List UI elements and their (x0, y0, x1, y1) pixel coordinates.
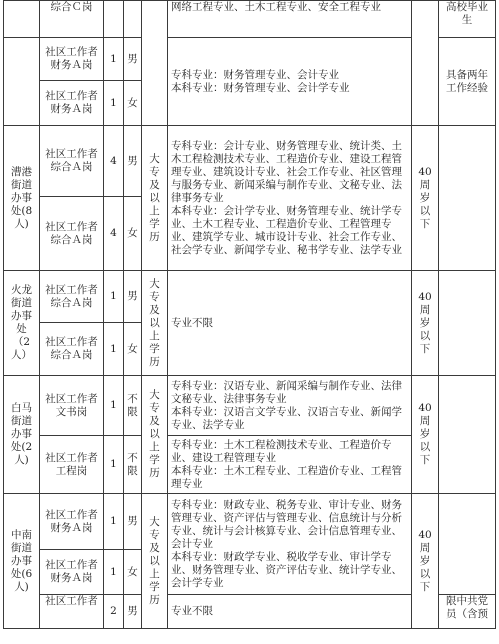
major-line: 本科专业：汉语言文学专业、汉语言专业、新闻学专业、法学专业 (171, 405, 402, 431)
major-line: 专业不限 (171, 605, 213, 617)
major-line: 专科专业：财政专业、税务专业、审计专业、财务管理专业、资产评估与管理专业、信息统计与分析专业、统计与会计核算专业、会计信息管理专业、会计专业 (171, 498, 402, 550)
table-row (4, 1, 496, 38)
major-cell (168, 595, 412, 629)
count-cell: 1 (104, 81, 124, 126)
street-cell: 漕港街道办事处(8人) (4, 126, 40, 271)
count-cell (104, 1, 124, 38)
street-cell: 白马街道办事处(2人) (4, 376, 40, 494)
gender-cell: 女 (124, 323, 142, 376)
post-cell: 社区工作者综合Ａ岗 (40, 323, 104, 376)
major-line: 专业不限 (171, 316, 213, 329)
education-cell (142, 1, 168, 126)
recruitment-table (3, 0, 496, 629)
count-cell: 2 (104, 595, 124, 629)
major-line: 本科专业：会计学专业、财务管理专业、统计学专业、土木工程专业、工程造价专业、工程管理专业、建筑学专业、城市设计专业、社会工作专业、社会学专业、新闻学专业、秘书学专业、法学专业 (171, 204, 402, 256)
post-cell: 社区工作者综合Ａ岗 (40, 271, 104, 323)
age-cell: 40周岁以下 (412, 376, 439, 494)
major-line: 网络工程专业、土木工程专业、安全工程专业 (171, 1, 381, 13)
gender-cell: 男 (124, 494, 142, 550)
gender-cell: 男 (124, 271, 142, 323)
major-line: 专科专业：财务管理专业、会计专业 (171, 68, 339, 81)
gender-cell: 不限 (124, 376, 142, 436)
age-cell: 40周岁以下 (412, 271, 439, 376)
other-cell: 限中共党员（含预 (439, 595, 496, 629)
gender-cell: 女 (124, 81, 142, 126)
education-cell: 大专及以上学历 (142, 271, 168, 376)
count-cell: 1 (104, 436, 124, 494)
count-cell: 1 (104, 271, 124, 323)
table-row (4, 126, 496, 197)
table-row (4, 494, 496, 550)
major-line: 本科专业：财政学专业、税收学专业、审计学专业、财务管理专业、资产评估专业、统计学专业、会计学专业 (171, 550, 402, 589)
post-cell: 社区工作者财务Ａ岗 (40, 550, 104, 595)
gender-cell: 女 (124, 197, 142, 271)
street-cell (4, 38, 40, 126)
major-line: 本科专业：财务管理专业、会计学专业 (171, 81, 350, 94)
other-cell (439, 376, 496, 494)
age-cell: 40周岁以下 (412, 126, 439, 271)
major-line: 本科专业：土木工程专业、工程造价专业、工程管理专业 (171, 464, 402, 490)
count-cell: 1 (104, 494, 124, 550)
education-cell: 大专及以上学历 (142, 376, 168, 494)
other-cell: 高校毕业生 (439, 1, 496, 38)
other-cell (439, 271, 496, 376)
table-row (4, 376, 496, 436)
major-cell (168, 271, 412, 376)
other-cell: 具备两年工作经验 (439, 38, 496, 126)
major-cell (168, 494, 412, 595)
gender-cell (124, 1, 142, 38)
post-cell: 社区工作者文书岗 (40, 376, 104, 436)
gender-cell: 男 (124, 126, 142, 197)
major-line: 专科专业：土木工程检测技术专业、工程造价专业、建设工程管理专业 (171, 438, 392, 464)
major-cell (168, 436, 412, 494)
street-cell: 火龙街道办事处（2人） (4, 271, 40, 376)
education-cell: 大专及以上学历 (142, 494, 168, 629)
count-cell: 4 (104, 126, 124, 197)
age-cell: 40周岁以下 (412, 494, 439, 629)
post-cell: 社区工作者财务Ａ岗 (40, 81, 104, 126)
count-cell: 1 (104, 38, 124, 81)
post-cell: 社区工作者 (40, 595, 104, 629)
post-cell: 社区工作者工程岗 (40, 436, 104, 494)
major-cell (168, 126, 412, 271)
post-cell: 社区工作者财务Ａ岗 (40, 494, 104, 550)
gender-cell: 不限 (124, 436, 142, 494)
major-cell (168, 1, 412, 38)
post-cell: 社区工作者财务Ａ岗 (40, 38, 104, 81)
major-cell (168, 376, 412, 436)
table-row (4, 271, 496, 323)
street-cell (4, 1, 40, 38)
post-cell: 社区工作者综合Ａ岗 (40, 126, 104, 197)
education-cell: 大专及以上学历 (142, 126, 168, 271)
post-cell: 综合Ｃ岗 (40, 1, 104, 38)
major-cell (168, 38, 412, 126)
age-cell (412, 1, 439, 126)
street-cell: 中南街道办事处(6人) (4, 494, 40, 629)
count-cell: 1 (104, 550, 124, 595)
count-cell: 4 (104, 197, 124, 271)
major-line: 专科专业：会计专业、财务管理专业、统计类、土木工程检测技术专业、工程造价专业、建设工程管理专业、建筑设计专业、社会工作专业、社区管理与服务专业、新闻采编与制作专业、文秘专业、法律事务专业 (171, 139, 402, 204)
gender-cell: 女 (124, 550, 142, 595)
post-cell: 社区工作者综合Ａ岗 (40, 197, 104, 271)
count-cell: 1 (104, 323, 124, 376)
other-cell (439, 494, 496, 595)
count-cell: 1 (104, 376, 124, 436)
major-line: 专科专业：汉语专业、新闻采编与制作专业、法律文秘专业、法律事务专业 (171, 379, 402, 405)
gender-cell: 男 (124, 595, 142, 629)
gender-cell: 男 (124, 38, 142, 81)
other-cell (439, 126, 496, 271)
